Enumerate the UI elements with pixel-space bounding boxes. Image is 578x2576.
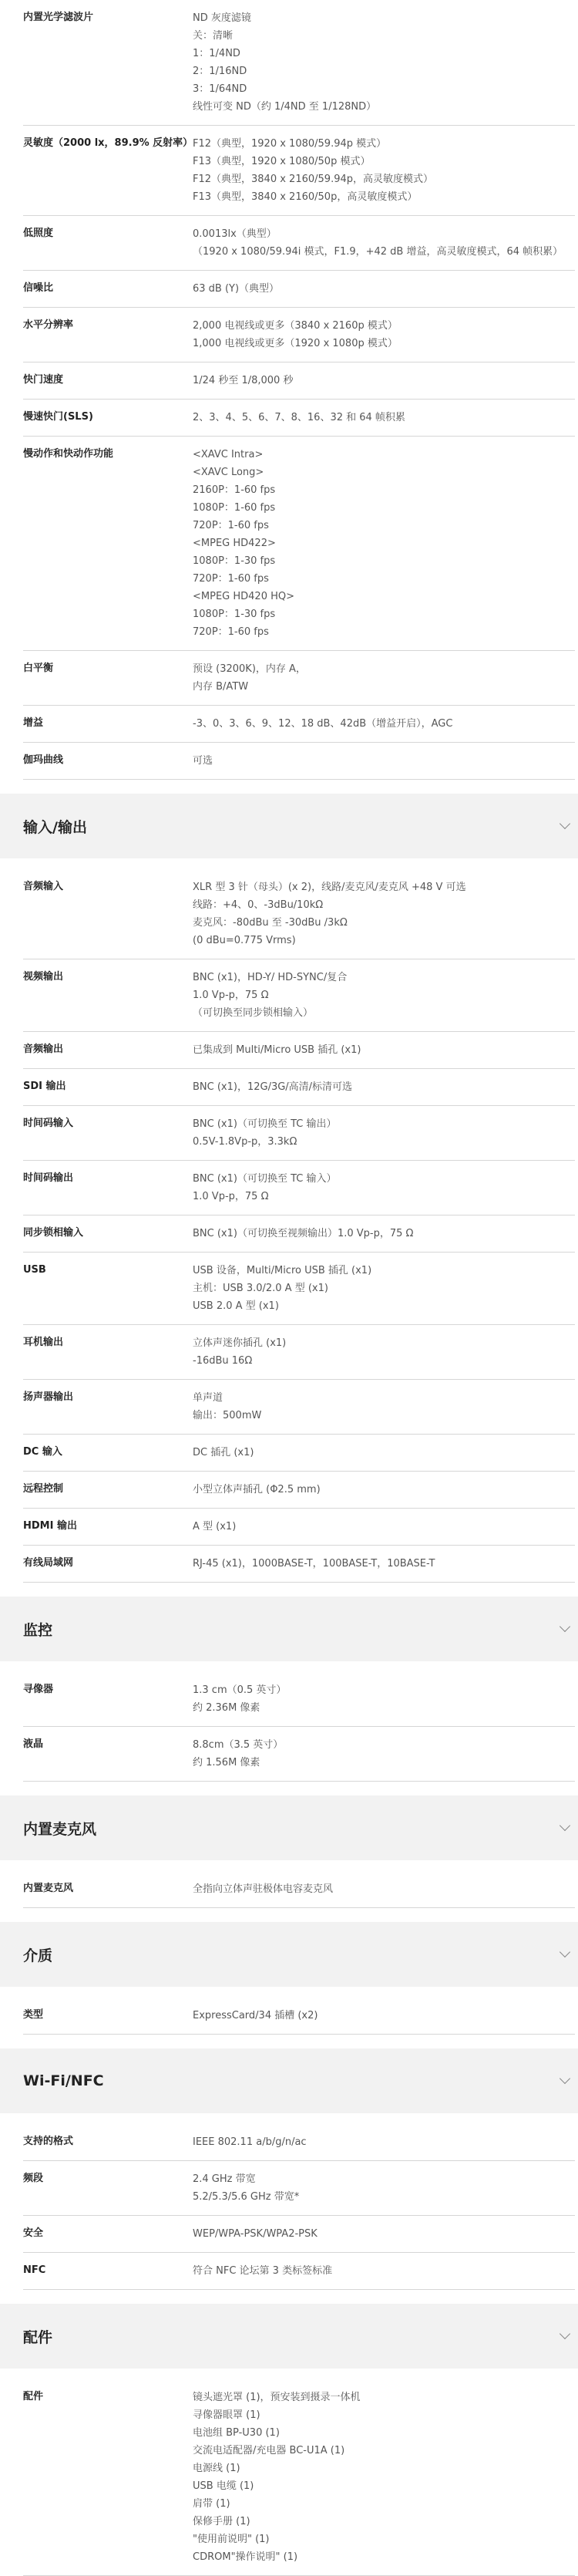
spec-label: 信噪比 <box>23 282 54 294</box>
spec-value-line: F13（典型，1920 x 1080/50p 模式） <box>193 156 371 167</box>
spec-row <box>23 0 575 126</box>
spec-label: 时间码输入 <box>23 1118 74 1129</box>
spec-values <box>193 1334 575 1370</box>
spec-row <box>23 1672 575 1727</box>
spec-value-line: ExpressCard/34 插槽 (x2) <box>193 2010 318 2021</box>
spec-value-line: 5.2/5.3/5.6 GHz 带宽* <box>193 2191 300 2203</box>
spec-value-line: 1.3 cm（0.5 英寸） <box>193 1684 287 1696</box>
spec-values <box>193 135 575 206</box>
spec-value-line: 1：1/4ND <box>193 48 240 59</box>
spec-label: SDI 输出 <box>23 1081 66 1092</box>
spec-value-line: 0.0013lx（典型） <box>193 228 277 240</box>
spec-label: 寻像器 <box>23 1684 54 1695</box>
spec-value-line: CDROM"操作说明" (1) <box>193 2551 298 2563</box>
spec-row <box>23 1546 575 1583</box>
spec-label: 慢速快门(SLS) <box>23 411 93 423</box>
spec-value-line: 1.0 Vp-p，75 Ω <box>193 1191 269 1202</box>
section-header[interactable] <box>0 2048 578 2113</box>
spec-values <box>193 446 575 641</box>
spec-value-line: 立体声迷你插孔 (x1) <box>193 1337 287 1349</box>
spec-values <box>193 1389 575 1425</box>
chevron-down-icon[interactable] <box>560 1820 570 1831</box>
spec-values <box>193 1115 575 1151</box>
spec-row <box>23 959 575 1032</box>
spec-value-line: XLR 型 3 针（母头）(x 2)，线路/麦克风/麦克风 +48 V 可选 <box>193 882 466 893</box>
spec-values <box>193 409 575 427</box>
spec-value-line: 电池组 BP-U30 (1) <box>193 2427 280 2439</box>
spec-label: 同步锁相输入 <box>23 1227 84 1239</box>
spec-values <box>193 1444 575 1462</box>
section-title: 输入/输出 <box>23 818 87 836</box>
spec-value-line: <MPEG HD420 HQ> <box>193 591 294 602</box>
spec-value-line: 输出：500mW <box>193 1410 262 1421</box>
spec-value-line: RJ-45 (x1)，1000BASE-T，100BASE-T，10BASE-T <box>193 1558 435 1570</box>
spec-values <box>193 1225 575 1242</box>
spec-value-line: BNC (x1)，12G/3G/高清/标清可选 <box>193 1081 353 1093</box>
spec-label: 远程控制 <box>23 1483 64 1495</box>
spec-values <box>193 1481 575 1499</box>
spec-values <box>193 660 575 696</box>
spec-value-line: 保修手册 (1) <box>193 2516 250 2527</box>
spec-row <box>23 1106 575 1161</box>
spec-value-line: 720P：1-60 fps <box>193 626 269 638</box>
spec-value-line: 符合 NFC 论坛第 3 类标签标准 <box>193 2265 333 2277</box>
chevron-down-icon[interactable] <box>560 818 570 829</box>
spec-label: 伽玛曲线 <box>23 754 64 766</box>
spec-value-line: 主机：USB 3.0/2.0 A 型 (x1) <box>193 1283 328 1294</box>
spec-value-line: 交流电适配器/充电器 BC-U1A (1) <box>193 2445 345 2456</box>
spec-values <box>193 2133 575 2151</box>
spec-values <box>193 2007 575 2025</box>
spec-row <box>23 869 575 959</box>
spec-row <box>23 1161 575 1216</box>
spec-value-line: 已集成到 Multi/Micro USB 插孔 (x1) <box>193 1044 361 1056</box>
spec-label: 支持的格式 <box>23 2136 74 2147</box>
spec-value-line: 720P：1-60 fps <box>193 573 269 585</box>
spec-values <box>193 1681 575 1717</box>
spec-row <box>23 1472 575 1509</box>
spec-values <box>193 317 575 352</box>
spec-value-line: BNC (x1)，HD-Y/ HD-SYNC/复合 <box>193 972 348 983</box>
spec-row <box>23 308 575 362</box>
spec-value-line: -3、0、3、6、9、12、18 dB、42dB（增益开启），AGC <box>193 718 453 730</box>
spec-value-line: 寻像器眼罩 (1) <box>193 2409 260 2421</box>
spec-row <box>23 2216 575 2253</box>
spec-label: 频段 <box>23 2173 44 2184</box>
spec-value-line: 小型立体声插孔 (Φ2.5 mm) <box>193 1484 321 1495</box>
spec-row <box>23 1325 575 1380</box>
spec-value-line: 1.0 Vp-p，75 Ω <box>193 990 269 1001</box>
spec-value-line: 镜头遮光罩 (1)，预安装到摄录一体机 <box>193 2392 361 2403</box>
spec-label: 配件 <box>23 2391 44 2402</box>
spec-value-line: 2、3、4、5、6、7、8、16、32 和 64 帧积累 <box>193 412 405 423</box>
spec-value-line: 内存 B/ATW <box>193 681 249 693</box>
spec-value-line: BNC (x1)（可切换至 TC 输入） <box>193 1173 337 1185</box>
chevron-down-icon[interactable] <box>560 1947 570 1957</box>
section-header[interactable] <box>0 1597 578 1661</box>
section-header[interactable] <box>0 1922 578 1987</box>
spec-value-line: 单声道 <box>193 1392 223 1404</box>
spec-value-line: ND 灰度滤镜 <box>193 12 251 24</box>
spec-values <box>193 225 575 261</box>
spec-value-line: 关：清晰 <box>193 30 234 42</box>
section-header[interactable] <box>0 1795 578 1860</box>
spec-row <box>23 126 575 216</box>
spec-label: DC 输入 <box>23 1446 62 1458</box>
section-title: 内置麦克风 <box>23 1820 97 1838</box>
spec-value-line: 2160P：1-60 fps <box>193 484 276 496</box>
spec-label: 慢动作和快动作功能 <box>23 448 114 460</box>
spec-label: 快门速度 <box>23 374 64 386</box>
spec-row <box>23 362 575 400</box>
spec-row <box>23 706 575 743</box>
spec-values <box>193 2389 575 2566</box>
section-header[interactable] <box>0 794 578 858</box>
spec-value-line: 2,000 电视线或更多（3840 x 2160p 模式） <box>193 320 398 332</box>
spec-row <box>23 2379 575 2576</box>
spec-row <box>23 2124 575 2161</box>
spec-value-line: 3：1/64ND <box>193 83 247 95</box>
spec-label: 安全 <box>23 2227 44 2239</box>
chevron-down-icon[interactable] <box>560 2328 570 2339</box>
spec-value-line: F13（典型，3840 x 2160/50p，高灵敏度模式） <box>193 191 418 203</box>
spec-value-line: -16dBu 16Ω <box>193 1355 253 1367</box>
spec-label: 有线局域网 <box>23 1557 74 1569</box>
spec-row <box>23 1435 575 1472</box>
spec-value-line: 2.4 GHz 带宽 <box>193 2173 256 2185</box>
spec-value-line: 全指向立体声驻极体电容麦克风 <box>193 1883 334 1895</box>
spec-row <box>23 1998 575 2035</box>
spec-value-line: 8.8cm（3.5 英寸） <box>193 1739 284 1751</box>
spec-label: 白平衡 <box>23 663 54 674</box>
spec-label: NFC <box>23 2264 46 2276</box>
spec-value-line: 0.5V-1.8Vp-p，3.3kΩ <box>193 1136 297 1148</box>
spec-label: 灵敏度（2000 lx，89.9% 反射率） <box>23 137 193 149</box>
spec-label: 低照度 <box>23 228 54 239</box>
spec-row <box>23 1871 575 1908</box>
spec-values <box>193 2262 575 2280</box>
spec-value-line: IEEE 802.11 a/b/g/n/ac <box>193 2136 307 2148</box>
spec-values <box>193 715 575 733</box>
spec-value-line: 1080P：1-30 fps <box>193 555 276 567</box>
spec-values <box>193 1555 575 1573</box>
spec-value-line: (0 dBu=0.775 Vrms) <box>193 935 296 946</box>
spec-label: 扬声器输出 <box>23 1391 74 1403</box>
spec-value-line: 线性可变 ND（约 1/4ND 至 1/128ND） <box>193 101 377 113</box>
spec-value-line: 线路：+4、0、-3dBu/10kΩ <box>193 899 324 911</box>
spec-values <box>193 1880 575 1898</box>
spec-value-line: 约 1.56M 像素 <box>193 1757 260 1768</box>
spec-values <box>193 1078 575 1096</box>
spec-row <box>23 271 575 308</box>
spec-label: 类型 <box>23 2009 44 2021</box>
spec-row <box>23 2161 575 2216</box>
spec-row <box>23 2253 575 2290</box>
spec-row <box>23 1216 575 1253</box>
spec-value-line: USB 设备，Multi/Micro USB 插孔 (x1) <box>193 1265 372 1276</box>
spec-row <box>23 1727 575 1782</box>
spec-values <box>193 1041 575 1059</box>
spec-value-line: <XAVC Intra> <box>193 449 264 460</box>
spec-value-line: BNC (x1)（可切换至视频输出）1.0 Vp-p，75 Ω <box>193 1228 414 1239</box>
spec-row <box>23 1253 575 1325</box>
spec-value-line: 预设 (3200K)，内存 A， <box>193 663 306 675</box>
spec-values <box>193 969 575 1022</box>
spec-value-line: 63 dB (Y)（典型） <box>193 283 280 295</box>
spec-values <box>193 280 575 298</box>
spec-value-line: 720P：1-60 fps <box>193 520 269 531</box>
spec-value-line: A 型 (x1) <box>193 1521 237 1532</box>
spec-row <box>23 743 575 780</box>
spec-values <box>193 2225 575 2243</box>
spec-label: 内置光学滤波片 <box>23 12 94 23</box>
section-header[interactable] <box>0 2304 578 2369</box>
spec-value-line: 肩带 (1) <box>193 2498 230 2510</box>
spec-values <box>193 9 575 116</box>
spec-row <box>23 1032 575 1069</box>
section-title: 配件 <box>23 2328 53 2346</box>
spec-value-line: 电源线 (1) <box>193 2463 240 2474</box>
spec-values <box>193 1262 575 1315</box>
section-title: 监控 <box>23 1621 53 1639</box>
spec-row <box>23 1509 575 1546</box>
spec-label: HDMI 输出 <box>23 1520 77 1532</box>
spec-label: 水平分辨率 <box>23 319 74 331</box>
spec-values <box>193 1736 575 1772</box>
spec-values <box>193 372 575 389</box>
spec-value-line: F12（典型，1920 x 1080/59.94p 模式） <box>193 138 387 150</box>
spec-value-line: <XAVC Long> <box>193 467 264 478</box>
spec-values <box>193 2170 575 2206</box>
spec-label: USB <box>23 1264 46 1276</box>
spec-value-line: 2：1/16ND <box>193 66 247 77</box>
spec-label: 视频输出 <box>23 971 64 983</box>
spec-label: 音频输入 <box>23 881 64 892</box>
spec-value-line: （可切换至同步锁相输入） <box>193 1007 314 1019</box>
spec-row <box>23 216 575 271</box>
section-title: 介质 <box>23 1947 53 1964</box>
spec-label: 耳机输出 <box>23 1337 64 1348</box>
spec-row <box>23 1069 575 1106</box>
spec-value-line: F12（典型，3840 x 2160/59.94p，高灵敏度模式） <box>193 174 433 185</box>
spec-value-line: 约 2.36M 像素 <box>193 1702 260 1714</box>
spec-value-line: （1920 x 1080/59.94i 模式，F1.9，+42 dB 增益，高灵敏度模式，64 帧积累） <box>193 246 563 258</box>
chevron-down-icon[interactable] <box>560 2073 570 2084</box>
spec-row <box>23 1380 575 1435</box>
spec-label: 内置麦克风 <box>23 1883 74 1894</box>
chevron-down-icon[interactable] <box>560 1621 570 1632</box>
spec-value-line: WEP/WPA-PSK/WPA2-PSK <box>193 2228 318 2240</box>
spec-row <box>23 400 575 437</box>
spec-value-line: DC 插孔 (x1) <box>193 1447 254 1458</box>
spec-values <box>193 1170 575 1205</box>
spec-value-line: 麦克风：-80dBu 至 -30dBu /3kΩ <box>193 917 348 929</box>
spec-value-line: 1080P：1-30 fps <box>193 609 276 620</box>
spec-row <box>23 437 575 651</box>
spec-value-line: BNC (x1)（可切换至 TC 输出） <box>193 1118 337 1130</box>
section-title: Wi-Fi/NFC <box>23 2072 104 2089</box>
spec-value-line: 1,000 电视线或更多（1920 x 1080p 模式） <box>193 338 398 349</box>
spec-label: 液晶 <box>23 1738 44 1750</box>
spec-value-line: <MPEG HD422> <box>193 538 276 549</box>
spec-label: 增益 <box>23 717 44 729</box>
spec-value-line: USB 电缆 (1) <box>193 2480 254 2492</box>
spec-value-line: 1080P：1-60 fps <box>193 502 276 514</box>
spec-value-line: 可选 <box>193 755 213 767</box>
spec-label: 时间码输出 <box>23 1172 74 1184</box>
spec-value-line: "使用前说明" (1) <box>193 2534 270 2545</box>
spec-values <box>193 1518 575 1536</box>
spec-value-line: USB 2.0 A 型 (x1) <box>193 1300 279 1312</box>
spec-values <box>193 752 575 770</box>
spec-value-line: 1/24 秒至 1/8,000 秒 <box>193 375 294 386</box>
spec-values <box>193 878 575 949</box>
spec-label: 音频输出 <box>23 1044 64 1055</box>
spec-row <box>23 651 575 706</box>
